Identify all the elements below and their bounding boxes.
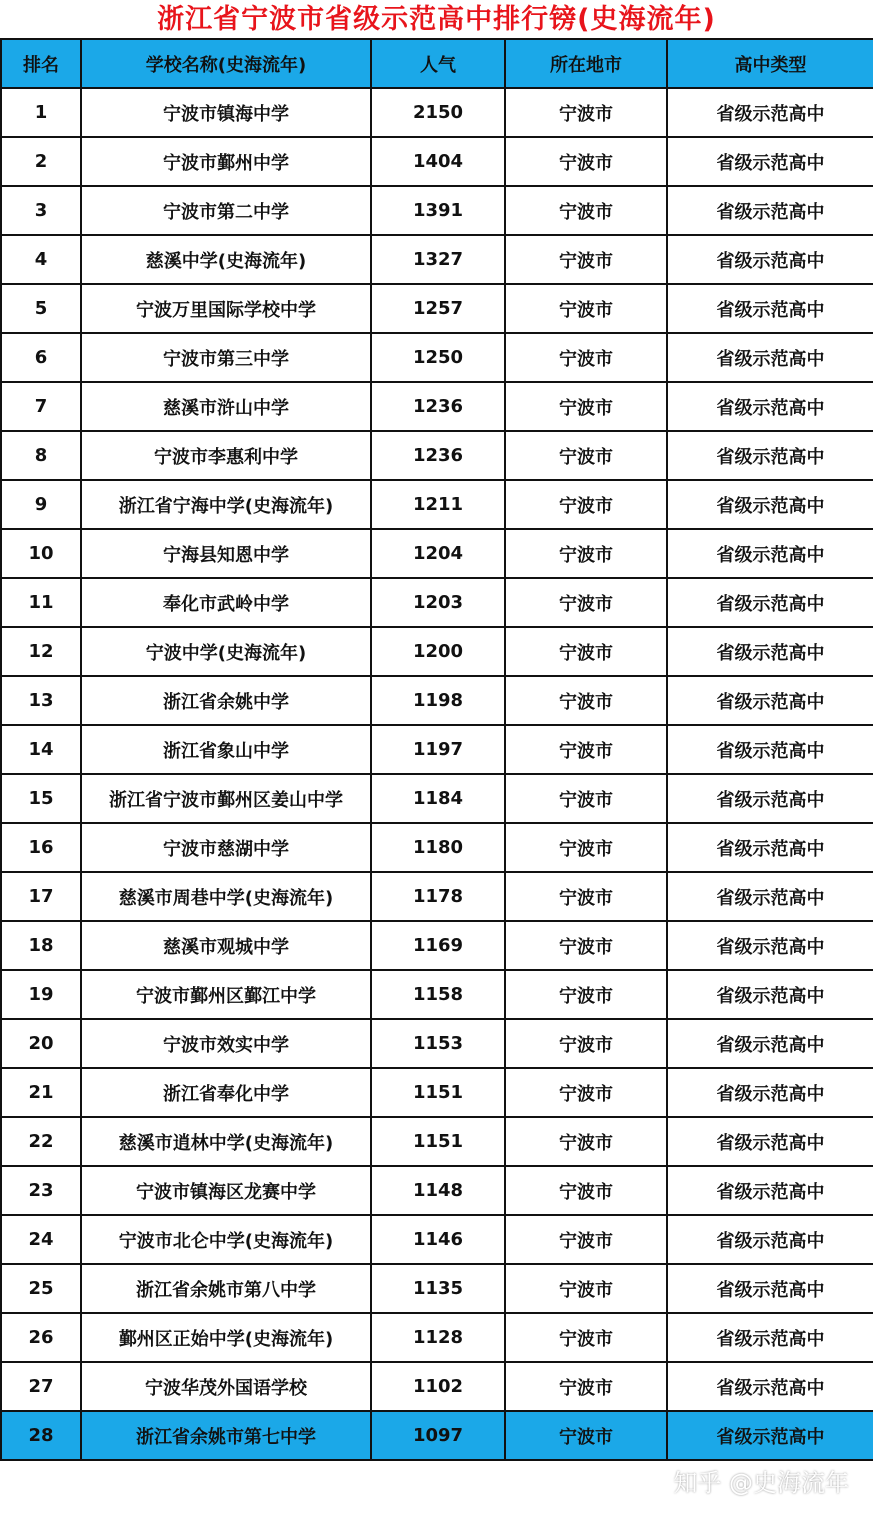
table-row — [1, 774, 873, 823]
cell-city: 宁波市 — [505, 823, 667, 872]
cell-rank: 2 — [1, 137, 81, 186]
cell-popularity: 1158 — [371, 970, 505, 1019]
cell-city: 宁波市 — [505, 88, 667, 137]
cell-school: 宁波华茂外国语学校 — [81, 1362, 371, 1411]
cell-type: 省级示范高中 — [667, 1019, 873, 1068]
cell-rank: 24 — [1, 1215, 81, 1264]
page-title: 浙江省宁波市省级示范高中排行镑(史海流年) — [157, 4, 716, 35]
cell-popularity: 1153 — [371, 1019, 505, 1068]
cell-rank: 1 — [1, 88, 81, 137]
cell-city: 宁波市 — [505, 186, 667, 235]
cell-rank: 27 — [1, 1362, 81, 1411]
cell-school: 宁波万里国际学校中学 — [81, 284, 371, 333]
cell-school: 宁波中学(史海流年) — [81, 627, 371, 676]
cell-popularity: 1236 — [371, 382, 505, 431]
cell-rank: 28 — [1, 1411, 81, 1460]
cell-city: 宁波市 — [505, 1313, 667, 1362]
table-row — [1, 725, 873, 774]
table-body — [1, 88, 873, 1460]
cell-school: 浙江省余姚中学 — [81, 676, 371, 725]
table-row — [1, 1166, 873, 1215]
table-row — [1, 1215, 873, 1264]
cell-popularity: 1146 — [371, 1215, 505, 1264]
cell-type: 省级示范高中 — [667, 88, 873, 137]
header-rank: 排名 — [1, 39, 81, 88]
cell-type: 省级示范高中 — [667, 480, 873, 529]
cell-school: 宁波市鄞州中学 — [81, 137, 371, 186]
cell-city: 宁波市 — [505, 578, 667, 627]
cell-popularity: 1180 — [371, 823, 505, 872]
cell-rank: 14 — [1, 725, 81, 774]
cell-school: 慈溪市浒山中学 — [81, 382, 371, 431]
table-row — [1, 823, 873, 872]
table-row — [1, 431, 873, 480]
cell-type: 省级示范高中 — [667, 627, 873, 676]
cell-school: 浙江省象山中学 — [81, 725, 371, 774]
table-row — [1, 1313, 873, 1362]
cell-city: 宁波市 — [505, 1019, 667, 1068]
cell-city: 宁波市 — [505, 1166, 667, 1215]
cell-school: 浙江省宁海中学(史海流年) — [81, 480, 371, 529]
cell-popularity: 1404 — [371, 137, 505, 186]
cell-popularity: 1197 — [371, 725, 505, 774]
cell-rank: 7 — [1, 382, 81, 431]
cell-popularity: 1200 — [371, 627, 505, 676]
cell-popularity: 1391 — [371, 186, 505, 235]
cell-type: 省级示范高中 — [667, 872, 873, 921]
cell-city: 宁波市 — [505, 235, 667, 284]
table-row — [1, 627, 873, 676]
cell-type: 省级示范高中 — [667, 1362, 873, 1411]
table-row — [1, 333, 873, 382]
cell-type: 省级示范高中 — [667, 186, 873, 235]
table-header-row — [1, 39, 873, 88]
cell-school: 慈溪中学(史海流年) — [81, 235, 371, 284]
cell-rank: 8 — [1, 431, 81, 480]
cell-type: 省级示范高中 — [667, 382, 873, 431]
cell-rank: 21 — [1, 1068, 81, 1117]
cell-school: 宁波市鄞州区鄞江中学 — [81, 970, 371, 1019]
cell-type: 省级示范高中 — [667, 1117, 873, 1166]
cell-school: 慈溪市周巷中学(史海流年) — [81, 872, 371, 921]
cell-city: 宁波市 — [505, 1117, 667, 1166]
cell-popularity: 1148 — [371, 1166, 505, 1215]
cell-popularity: 1135 — [371, 1264, 505, 1313]
cell-rank: 3 — [1, 186, 81, 235]
table-row — [1, 186, 873, 235]
cell-type: 省级示范高中 — [667, 725, 873, 774]
cell-popularity: 2150 — [371, 88, 505, 137]
cell-popularity: 1151 — [371, 1117, 505, 1166]
header-city: 所在地市 — [505, 39, 667, 88]
header-popularity: 人气 — [371, 39, 505, 88]
cell-type: 省级示范高中 — [667, 1264, 873, 1313]
cell-type: 省级示范高中 — [667, 1313, 873, 1362]
cell-city: 宁波市 — [505, 921, 667, 970]
cell-school: 鄞州区正始中学(史海流年) — [81, 1313, 371, 1362]
table-row — [1, 382, 873, 431]
cell-rank: 19 — [1, 970, 81, 1019]
table-row — [1, 1117, 873, 1166]
cell-city: 宁波市 — [505, 137, 667, 186]
cell-type: 省级示范高中 — [667, 1068, 873, 1117]
cell-city: 宁波市 — [505, 1411, 667, 1460]
cell-popularity: 1184 — [371, 774, 505, 823]
cell-rank: 18 — [1, 921, 81, 970]
cell-popularity: 1178 — [371, 872, 505, 921]
cell-city: 宁波市 — [505, 970, 667, 1019]
table-row — [1, 137, 873, 186]
cell-school: 浙江省余姚市第八中学 — [81, 1264, 371, 1313]
cell-rank: 25 — [1, 1264, 81, 1313]
cell-type: 省级示范高中 — [667, 1411, 873, 1460]
cell-rank: 11 — [1, 578, 81, 627]
cell-city: 宁波市 — [505, 1362, 667, 1411]
table-row — [1, 1411, 873, 1460]
cell-school: 慈溪市逍林中学(史海流年) — [81, 1117, 371, 1166]
cell-city: 宁波市 — [505, 1215, 667, 1264]
cell-city: 宁波市 — [505, 480, 667, 529]
cell-school: 宁波市镇海中学 — [81, 88, 371, 137]
cell-rank: 26 — [1, 1313, 81, 1362]
cell-school: 奉化市武岭中学 — [81, 578, 371, 627]
cell-type: 省级示范高中 — [667, 921, 873, 970]
table-row — [1, 235, 873, 284]
cell-type: 省级示范高中 — [667, 578, 873, 627]
header-type: 高中类型 — [667, 39, 873, 88]
cell-rank: 4 — [1, 235, 81, 284]
cell-popularity: 1203 — [371, 578, 505, 627]
cell-type: 省级示范高中 — [667, 137, 873, 186]
cell-rank: 17 — [1, 872, 81, 921]
cell-school: 宁波市效实中学 — [81, 1019, 371, 1068]
cell-popularity: 1102 — [371, 1362, 505, 1411]
header-school: 学校名称(史海流年) — [81, 39, 371, 88]
cell-rank: 9 — [1, 480, 81, 529]
cell-school: 宁波市李惠利中学 — [81, 431, 371, 480]
cell-popularity: 1198 — [371, 676, 505, 725]
cell-type: 省级示范高中 — [667, 1166, 873, 1215]
table-row — [1, 1068, 873, 1117]
cell-popularity: 1169 — [371, 921, 505, 970]
cell-type: 省级示范高中 — [667, 431, 873, 480]
cell-popularity: 1250 — [371, 333, 505, 382]
cell-school: 浙江省宁波市鄞州区姜山中学 — [81, 774, 371, 823]
watermark: 知乎 @史海流年 — [673, 1469, 849, 1497]
cell-popularity: 1151 — [371, 1068, 505, 1117]
cell-city: 宁波市 — [505, 725, 667, 774]
cell-city: 宁波市 — [505, 872, 667, 921]
cell-rank: 10 — [1, 529, 81, 578]
cell-rank: 13 — [1, 676, 81, 725]
cell-popularity: 1211 — [371, 480, 505, 529]
cell-school: 浙江省余姚市第七中学 — [81, 1411, 371, 1460]
cell-school: 宁波市慈湖中学 — [81, 823, 371, 872]
cell-popularity: 1128 — [371, 1313, 505, 1362]
cell-city: 宁波市 — [505, 1264, 667, 1313]
table-row — [1, 1362, 873, 1411]
table-row — [1, 1019, 873, 1068]
cell-school: 宁波市第三中学 — [81, 333, 371, 382]
ranking-table — [0, 38, 873, 1461]
cell-popularity: 1257 — [371, 284, 505, 333]
table-row — [1, 480, 873, 529]
cell-type: 省级示范高中 — [667, 1215, 873, 1264]
cell-rank: 15 — [1, 774, 81, 823]
table-row — [1, 284, 873, 333]
cell-city: 宁波市 — [505, 774, 667, 823]
cell-city: 宁波市 — [505, 431, 667, 480]
table-row — [1, 676, 873, 725]
cell-type: 省级示范高中 — [667, 284, 873, 333]
table-row — [1, 529, 873, 578]
cell-popularity: 1204 — [371, 529, 505, 578]
cell-school: 宁海县知恩中学 — [81, 529, 371, 578]
cell-type: 省级示范高中 — [667, 333, 873, 382]
cell-city: 宁波市 — [505, 284, 667, 333]
cell-city: 宁波市 — [505, 676, 667, 725]
cell-school: 慈溪市观城中学 — [81, 921, 371, 970]
cell-city: 宁波市 — [505, 333, 667, 382]
cell-type: 省级示范高中 — [667, 676, 873, 725]
cell-city: 宁波市 — [505, 1068, 667, 1117]
cell-type: 省级示范高中 — [667, 823, 873, 872]
cell-popularity: 1236 — [371, 431, 505, 480]
cell-popularity: 1327 — [371, 235, 505, 284]
table-row — [1, 921, 873, 970]
cell-city: 宁波市 — [505, 529, 667, 578]
cell-type: 省级示范高中 — [667, 235, 873, 284]
cell-type: 省级示范高中 — [667, 774, 873, 823]
cell-rank: 12 — [1, 627, 81, 676]
cell-city: 宁波市 — [505, 627, 667, 676]
cell-type: 省级示范高中 — [667, 970, 873, 1019]
cell-rank: 16 — [1, 823, 81, 872]
cell-rank: 6 — [1, 333, 81, 382]
table-row — [1, 1264, 873, 1313]
cell-rank: 20 — [1, 1019, 81, 1068]
cell-rank: 23 — [1, 1166, 81, 1215]
cell-school: 宁波市北仑中学(史海流年) — [81, 1215, 371, 1264]
cell-rank: 5 — [1, 284, 81, 333]
cell-city: 宁波市 — [505, 382, 667, 431]
cell-school: 宁波市镇海区龙赛中学 — [81, 1166, 371, 1215]
cell-rank: 22 — [1, 1117, 81, 1166]
cell-school: 浙江省奉化中学 — [81, 1068, 371, 1117]
cell-school: 宁波市第二中学 — [81, 186, 371, 235]
cell-type: 省级示范高中 — [667, 529, 873, 578]
table-row — [1, 872, 873, 921]
table-row — [1, 578, 873, 627]
table-row — [1, 970, 873, 1019]
table-row — [1, 88, 873, 137]
cell-popularity: 1097 — [371, 1411, 505, 1460]
